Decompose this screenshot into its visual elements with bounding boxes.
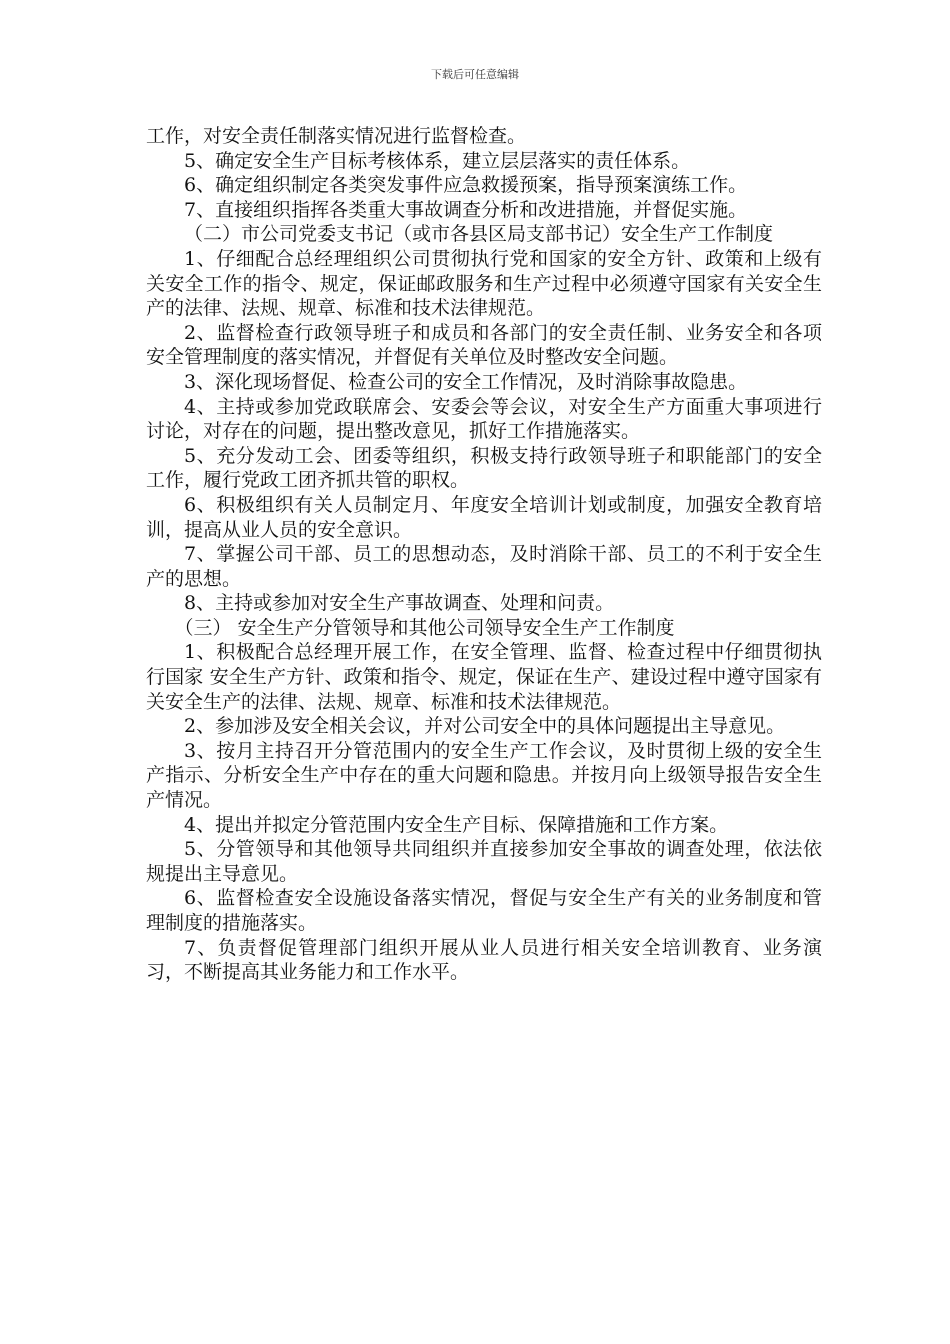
- paragraph: 1、积极配合总经理开展工作，在安全管理、监督、检查过程中仔细贯彻执行国家 安全生产方针、政策和指令、规定，保证在生产、建设过程中遵守国家有关安全生产的法律、法规、规章、标准和技术法律规范。: [146, 641, 822, 713]
- paragraph: 8、主持或参加对安全生产事故调查、处理和问责。: [184, 592, 615, 615]
- page-header: 下载后可任意编辑: [431, 68, 519, 81]
- section-heading: （二）市公司党委支书记（或市各县区局支部书记）安全生产工作制度: [184, 223, 774, 246]
- paragraph: 2、参加涉及安全相关会议，并对公司安全中的具体问题提出主导意见。: [184, 715, 786, 738]
- paragraph: 1、仔细配合总经理组织公司贯彻执行党和国家的安全方针、政策和上级有关安全工作的指令、规定，保证邮政服务和生产过程中必须遵守国家有关安全生产的法律、法规、规章、标准和技术法律规范。: [146, 247, 822, 320]
- paragraph: 6、积极组织有关人员制定月、年度安全培训计划或制度，加强安全教育培训，提高从业人员的安全意识。: [146, 493, 822, 541]
- paragraph: 7、掌握公司干部、员工的思想动态，及时消除干部、员工的不利于安全生产的思想。: [146, 543, 822, 590]
- paragraph: 5、确定安全生产目标考核体系，建立层层落实的责任体系。: [184, 149, 691, 172]
- document-body: [146, 124, 822, 985]
- paragraph: 5、分管领导和其他领导共同组织并直接参加安全事故的调查处理，依法依规提出主导意见。: [146, 838, 822, 885]
- paragraph: 3、深化现场督促、检查公司的安全工作情况，及时消除事故隐患。: [184, 370, 748, 393]
- section-heading: （三） 安全生产分管领导和其他公司领导安全生产工作制度: [174, 616, 675, 639]
- paragraph: 工作，对安全责任制落实情况进行监督检查。: [146, 125, 527, 147]
- paragraph: 4、提出并拟定分管范围内安全生产目标、保障措施和工作方案。: [184, 813, 729, 836]
- paragraph: 4、主持或参加党政联席会、安委会等会议，对安全生产方面重大事项进行讨论，对存在的问题，提出整改意见，抓好工作措施落实。: [146, 395, 822, 443]
- paragraph: 2、监督检查行政领导班子和成员和各部门的安全责任制、业务安全和各项安全管理制度的落实情况，并督促有关单位及时整改安全问题。: [146, 321, 822, 369]
- paragraph: 5、充分发动工会、团委等组织，积极支持行政领导班子和职能部门的安全工作，履行党政工团齐抓共管的职权。: [146, 444, 822, 492]
- paragraph: 6、监督检查安全设施设备落实情况，督促与安全生产有关的业务制度和管理制度的措施落实。: [146, 887, 822, 934]
- paragraph: 3、按月主持召开分管范围内的安全生产工作会议，及时贯彻上级的安全生产指示、分析安全生产中存在的重大问题和隐患。并按月向上级领导报告安全生产情况。: [146, 739, 822, 812]
- paragraph: 7、直接组织指挥各类重大事故调查分析和改进措施，并督促实施。: [184, 198, 748, 221]
- paragraph: 6、确定组织制定各类突发事件应急救援预案，指导预案演练工作。: [184, 174, 748, 197]
- paragraph: 7、负责督促管理部门组织开展从业人员进行相关安全培训教育、业务演习，不断提高其业务能力和工作水平。: [146, 936, 822, 984]
